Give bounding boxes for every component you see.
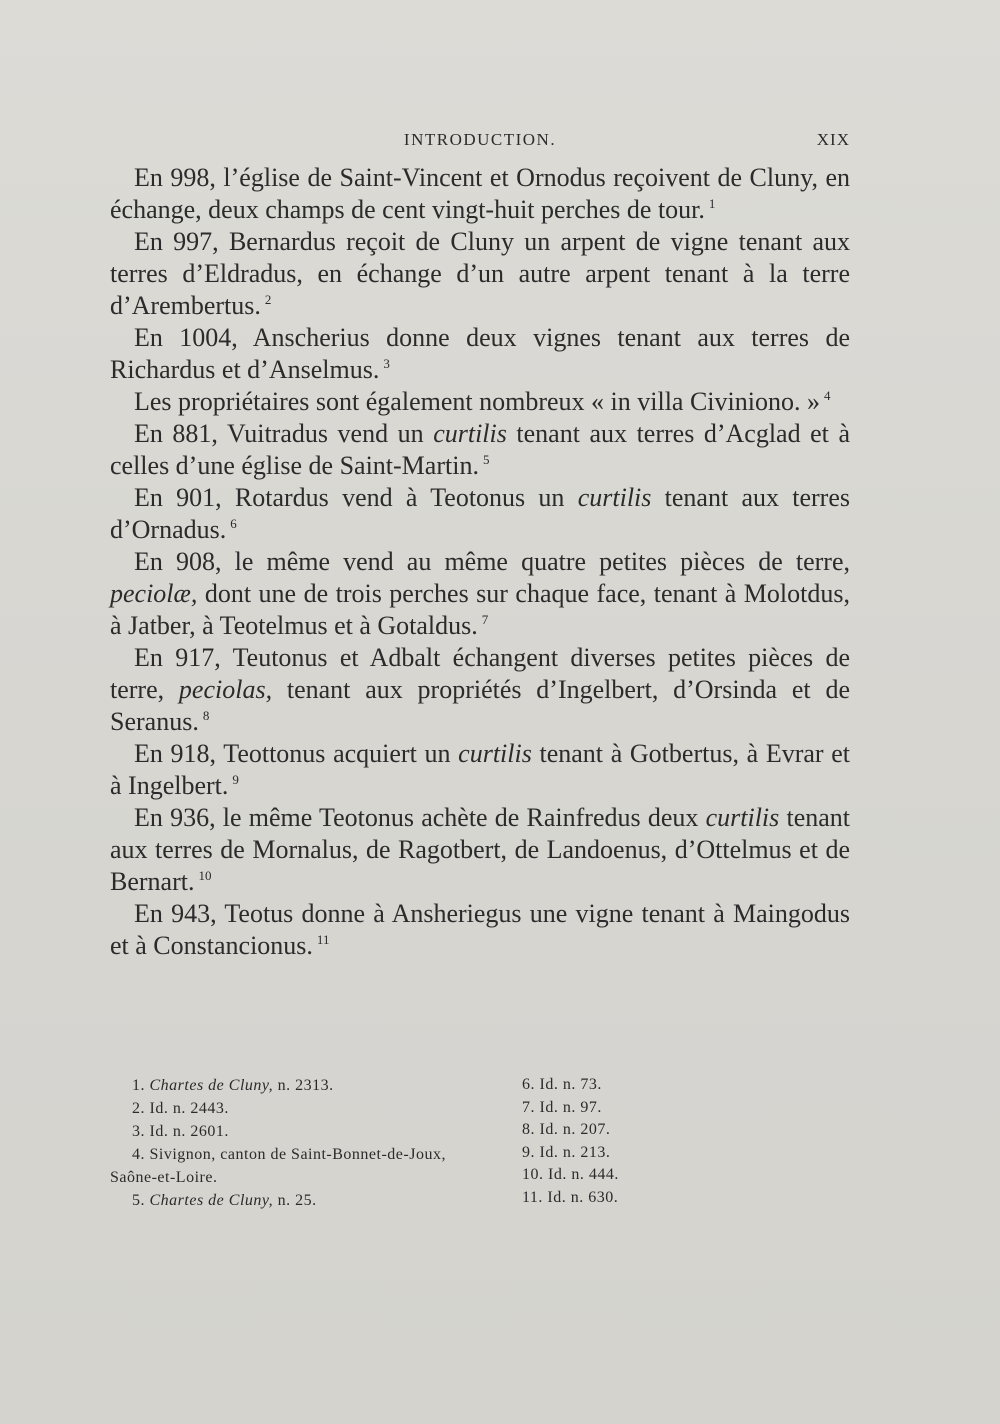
- paragraph: [110, 162, 850, 226]
- footnote: [110, 1143, 480, 1189]
- paragraph: [110, 898, 850, 962]
- footnote-ref: 3: [383, 356, 390, 371]
- text-run: En 917, Teutonus et Adbalt échangent diverses petites pièces de terre,: [110, 643, 850, 704]
- paragraph: [110, 226, 850, 322]
- footnote-ref: 7: [481, 612, 489, 627]
- text-run: Les propriétaires sont également nombreux « in villa Civiniono. »: [134, 387, 820, 416]
- text-run: tenant aux terres de Mornalus, de Ragotbert, de Landoenus, d’Ottelmus et de Bernart.: [110, 803, 851, 896]
- footnotes-left-column: [110, 1074, 480, 1212]
- footnote-ref: 9: [232, 772, 239, 787]
- footnote-number: 1.: [132, 1077, 150, 1094]
- footnote-ref: 11: [316, 932, 330, 947]
- main-text: [110, 162, 850, 962]
- text-run: tenant aux propriétés d’Ingelbert, d’Orsinda et de Seranus.: [110, 675, 850, 736]
- footnote-number: 11.: [522, 1188, 548, 1206]
- running-header: [110, 126, 850, 156]
- text-run: Id. n. 2443.: [149, 1100, 229, 1117]
- paragraph: [110, 738, 850, 802]
- footnote-ref: 4: [823, 388, 831, 403]
- italic-term: Chartes de Cluny,: [149, 1077, 274, 1094]
- footnote-ref: 1: [708, 196, 716, 211]
- italic-term: peciolas,: [178, 675, 273, 704]
- running-title: INTRODUCTION.: [403, 130, 557, 149]
- text-run: dont une de trois perches sur chaque face, tenant à Molotdus, à Jatber, à Teotelmus et à Gotaldus.: [110, 579, 850, 640]
- footnotes-right-column: [522, 1074, 682, 1209]
- footnote: [110, 1097, 480, 1120]
- footnote: [110, 1074, 480, 1097]
- text-run: tenant aux terres d’Ornadus.: [110, 483, 851, 544]
- paragraph: [110, 418, 850, 482]
- italic-term: curtilis: [458, 739, 532, 768]
- text-run: En 936, le même Teotonus achète de Rainfredus deux: [134, 803, 706, 832]
- footnote-text: Id. n. 444.: [548, 1166, 619, 1183]
- footnote-ref: 10: [198, 868, 212, 883]
- footnote-text: Id. n. 213.: [539, 1143, 611, 1161]
- footnote-number: 5.: [132, 1192, 150, 1209]
- paragraph: [110, 642, 850, 738]
- footnote: [522, 1097, 682, 1120]
- footnote: [522, 1119, 682, 1142]
- text-run: En 918, Teottonus acquiert un: [134, 739, 459, 768]
- footnote-text: Id. n. 97.: [539, 1098, 602, 1116]
- footnote-ref: 6: [230, 516, 237, 531]
- italic-term: curtilis: [433, 419, 507, 448]
- footnote-number: 8.: [522, 1121, 540, 1138]
- italic-term: peciolæ,: [110, 579, 198, 608]
- footnote-text: Id. n. 207.: [539, 1121, 611, 1138]
- text-run: tenant à Gotbertus, à Evrar et à Ingelbert.: [110, 739, 850, 800]
- text-run: Id. n. 2601.: [149, 1123, 229, 1140]
- text-run: En 997, Bernardus reçoit de Cluny un arpent de vigne tenant aux terres d’Eldradus, en échange d’un autre arpent tenant à la terre d’Arembertus.: [110, 227, 850, 320]
- footnote-number: 3.: [132, 1123, 150, 1140]
- page-number: XIX: [816, 130, 850, 149]
- paragraph: [110, 802, 850, 898]
- footnote-ref: 5: [482, 452, 490, 467]
- text-run: En 1004, Anscherius donne deux vignes tenant aux terres de Richardus et d’Anselmus.: [110, 323, 850, 384]
- footnote: [110, 1120, 480, 1143]
- footnote-number: 10.: [522, 1166, 548, 1183]
- footnote: [522, 1187, 682, 1210]
- footnote: [522, 1074, 682, 1097]
- footnote-number: 7.: [522, 1098, 540, 1116]
- text-run: Sivignon, canton de Saint-Bonnet-de-Joux, Saône-et-Loire.: [110, 1146, 446, 1186]
- footnote-number: 9.: [522, 1143, 540, 1161]
- footnote-text: Id. n. 73.: [539, 1076, 602, 1093]
- italic-term: Chartes de Cluny,: [149, 1192, 274, 1209]
- text-run: n. 2313.: [273, 1077, 334, 1094]
- text-run: tenant aux terres d’Acglad et à celles d’une église de Saint-Martin.: [110, 419, 850, 480]
- text-run: En 908, le même vend au même quatre petites pièces de terre,: [134, 547, 850, 576]
- text-run: En 998, l’église de Saint-Vincent et Ornodus reçoivent de Cluny, en échange, deux champs de cent vingt-huit perches de tour.: [110, 163, 850, 224]
- footnote: [522, 1164, 682, 1187]
- text-run: En 901, Rotardus vend à Teotonus un: [134, 483, 578, 512]
- text-run: En 881, Vuitradus vend un: [134, 419, 434, 448]
- text-run: En 943, Teotus donne à Ansheriegus une vigne tenant à Maingodus et à Constancionus.: [110, 899, 850, 960]
- footnote-number: 2.: [132, 1100, 150, 1117]
- footnote: [522, 1142, 682, 1165]
- paragraph: [110, 482, 850, 546]
- footnote-number: 6.: [522, 1076, 540, 1093]
- paragraph: [110, 386, 850, 418]
- italic-term: curtilis: [705, 803, 780, 832]
- italic-term: curtilis: [577, 483, 652, 512]
- footnote-ref: 8: [202, 708, 210, 723]
- footnote: [110, 1189, 480, 1212]
- paragraph: [110, 322, 850, 386]
- text-run: n. 25.: [273, 1192, 317, 1209]
- paragraph: [110, 546, 850, 642]
- footnote-text: Id. n. 630.: [547, 1188, 619, 1206]
- footnote-number: 4.: [132, 1146, 150, 1163]
- footnote-ref: 2: [264, 292, 272, 307]
